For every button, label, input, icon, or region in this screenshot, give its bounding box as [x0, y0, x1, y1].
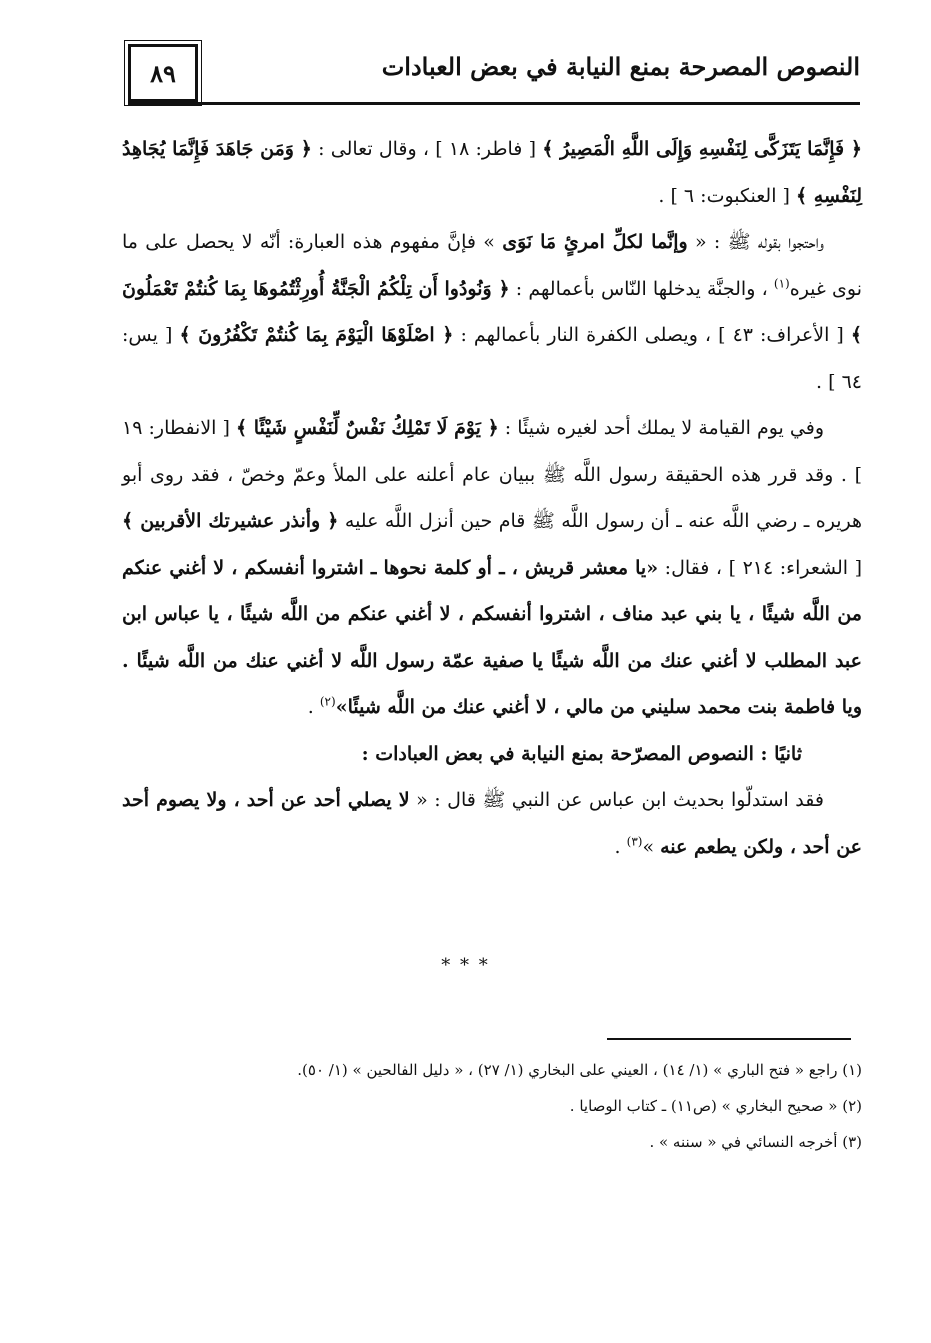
quran-quote: ﴿ وَنُودُوا أَن تِلْكُمُ الْجَنَّةُ أُورِثْتُمُوهَا بِمَا كُنتُمْ تَعْمَلُونَ ﴾ — [122, 277, 862, 346]
text-run: [ العنكبوت: ٦ ] . — [658, 184, 796, 207]
text-run: [ الأعراف: ٤٣ ] ، ويصلى الكفرة النار بأعمالهم : — [453, 324, 851, 346]
text-run: [ الانفطار: ١٩ ] . وقد قرر هذه الحقيقة رسول اللَّه ﷺ ببيان عام أعلنه على الملأ وعمّ وخصّ ، فقد روى أبو هريره ـ رضي اللَّه عنه ـ أن رسول اللَّه ﷺ قام حين أنزل اللَّه عليه — [122, 417, 862, 532]
paragraph-3 — [122, 405, 862, 731]
text-run: وفي يوم القيامة لا يملك أحد لغيره شيئًا : — [498, 417, 824, 439]
text-run: » — [642, 835, 661, 858]
paragraph-1 — [122, 126, 862, 219]
text-run: فقد استدلّوا بحديث ابن عباس عن النبي ﷺ قال : « — [409, 789, 824, 811]
section-separator: * * * — [441, 955, 490, 976]
quran-quote: ﴿ وَمَن جَاهَدَ فَإِنَّمَا يُجَاهِدُ لِنَفْسِهِ ﴾ — [122, 138, 862, 207]
hadith-quote: «يا معشر قريش ، ـ أو كلمة نحوها ـ اشتروا أنفسكم ، لا أغني عنكم من اللَّه شيئًا ، يا بني عبد مناف ، اشتروا أنفسكم ، لا أغني عنكم من اللَّه شيئًا ، يا عباس ابن عبد المطلب لا أغني عنك من اللَّه شيئًا يا صفية عمّة رسول اللَّه لا أغني عنك من اللَّه شيئًا . ويا فاطمة بنت محمد سليني من مالي ، لا أغني عنك من اللَّه شيئًا» — [122, 556, 862, 718]
text-run: [ فاطر: ١٨ ] ، وقال تعالى : — [311, 138, 543, 160]
header-rule — [128, 102, 860, 105]
footnote-ref-3[interactable]: (٣) — [626, 834, 643, 849]
quran-quote: ﴿ فَإِنَّمَا يَتَزَكَّى لِنَفْسِهِ وَإِلَى اللَّهِ الْمَصِيرُ ﴾ — [542, 138, 862, 160]
hadith-quote: لا يصلي أحد عن أحد ، ولا يصوم أحد عن أحد ، ولكن يطعم عنه — [122, 789, 862, 858]
body-text — [122, 126, 862, 870]
hadith-quote: وإنَّما لكلِّ امرئٍ مَا نَوَى — [502, 231, 688, 253]
text-run: واحتجوا بقوله ﷺ : « — [687, 231, 824, 253]
quran-quote: ﴿ يَوْمَ لَا تَمْلِكُ نَفْسٌ لِّنَفْسٍ شَيْئًا ﴾ — [236, 417, 499, 439]
footnote-3: (٣) أخرجه النسائي في « سننه » . — [649, 1133, 862, 1151]
footnote-rule — [607, 1038, 851, 1040]
text-run: . — [614, 835, 627, 858]
text-run: [ الشعراء: ٢١٤ ] ، فقال: — [658, 556, 862, 579]
footnote-2: (٢) « صحيح البخاري » (ص١١) ـ كتاب الوصايا . — [569, 1097, 862, 1115]
text-run: » فإنَّ مفهوم هذه العبارة: أنّه لا يحصل على ما نوى غيره — [122, 231, 863, 300]
text-run: . — [307, 696, 320, 718]
page-number: ٨٩ — [128, 44, 198, 102]
section-heading: ثانيًا : النصوص المصرّحة بمنع النيابة في بعض العبادات : — [361, 742, 802, 765]
footnote-ref-1[interactable]: (١) — [773, 276, 790, 291]
footnotes — [122, 1052, 862, 1160]
text-run: ، والجنَّة يدخلها النّاس بأعمالهم : — [509, 277, 774, 300]
footnote-1: (١) راجع « فتح الباري » (١/ ١٤) ، العيني على البخاري (١/ ٢٧) ، « دليل الفالحين » (١/ ٥٠). — [297, 1061, 862, 1079]
running-title: النصوص المصرحة بمنع النيابة في بعض العبادات — [381, 52, 860, 81]
page-header — [128, 44, 860, 106]
paragraph-2 — [122, 219, 862, 405]
paragraph-4 — [122, 777, 862, 870]
quran-quote: ﴿ اصْلَوْهَا الْيَوْمَ بِمَا كُنتُمْ تَكْفُرُونَ ﴾ — [179, 324, 454, 346]
quran-quote: ﴿ وأنذر عشيرتك الأقربين ﴾ — [122, 510, 339, 532]
footnote-ref-2[interactable]: (٢) — [319, 694, 336, 709]
text-run: [ يس: ٦٤ ] . — [122, 324, 862, 393]
